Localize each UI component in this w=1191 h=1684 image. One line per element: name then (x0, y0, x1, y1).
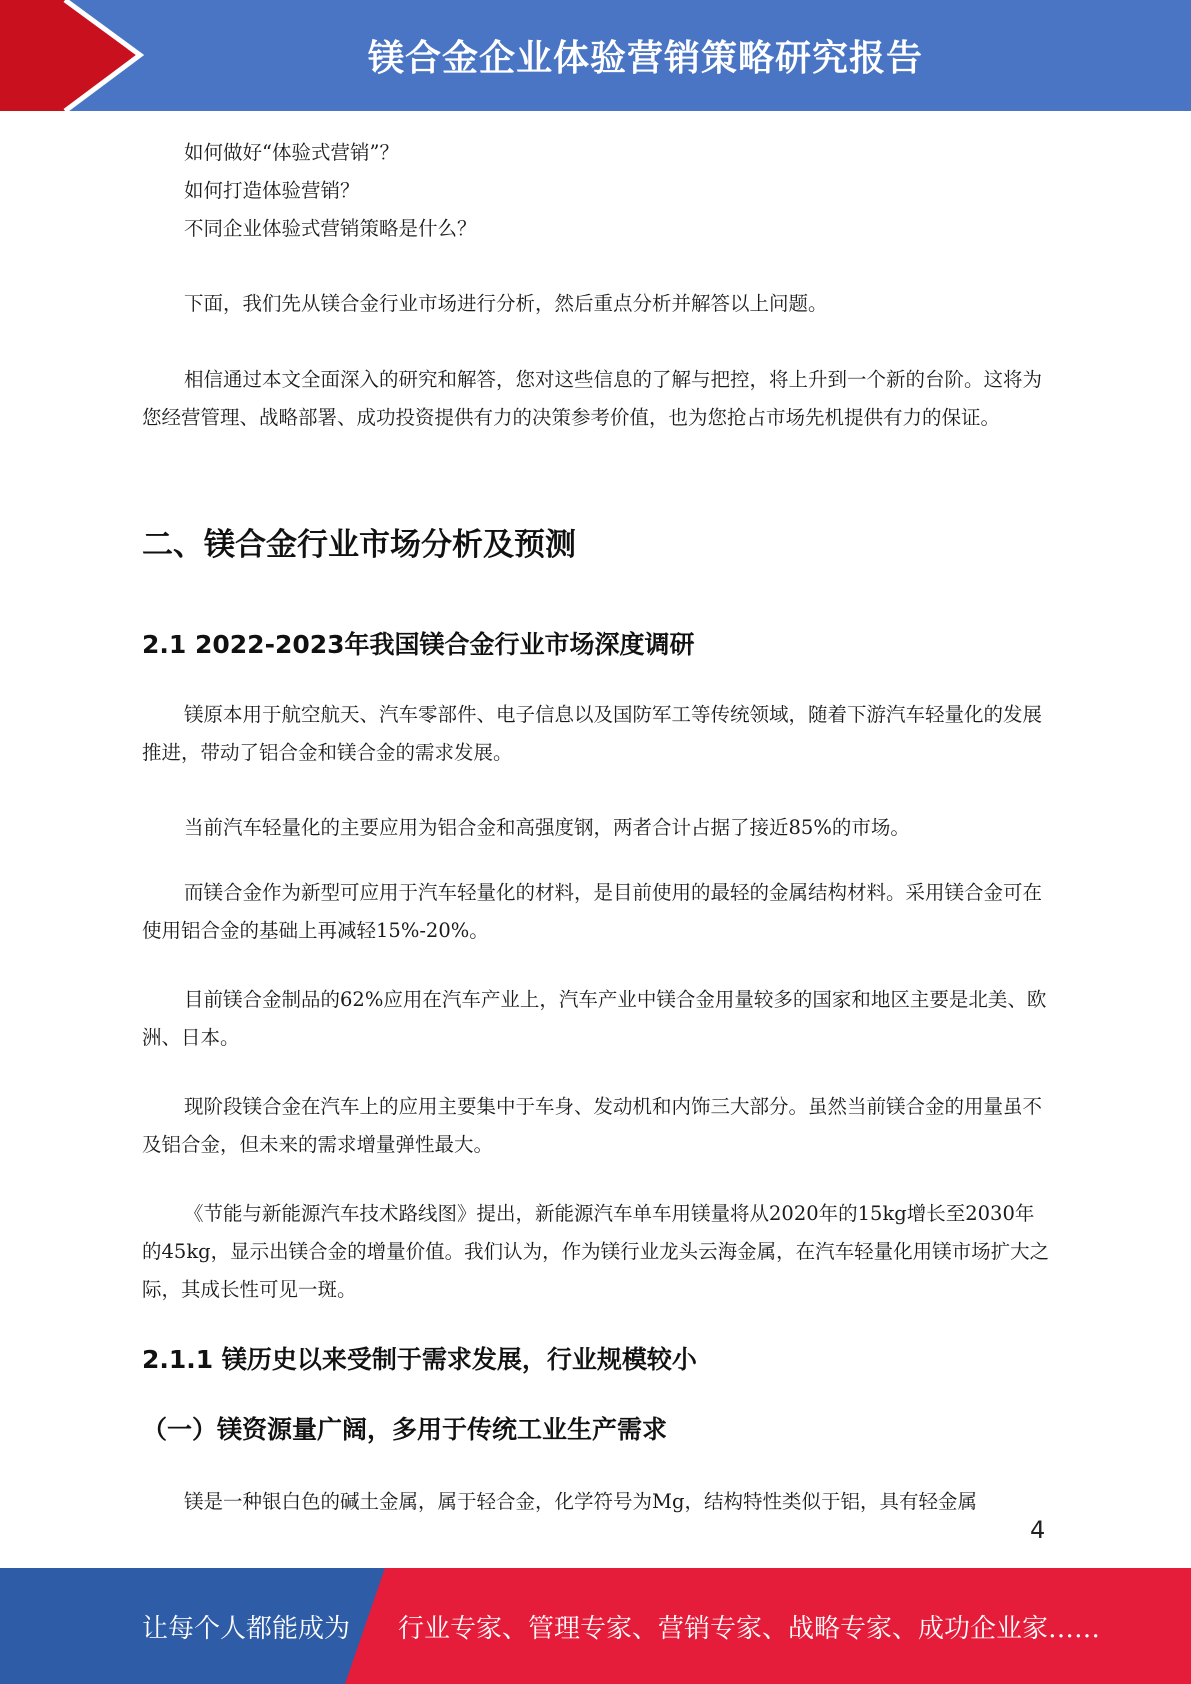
footer-slogan-right: 行业专家、管理专家、营销专家、战略专家、成功企业家…… (398, 1613, 1101, 1644)
paragraph: 《节能与新能源汽车技术路线图》提出，新能源汽车单车用镁量将从2020年的15kg增长至2030年的45kg，显示出镁合金的增量价值。我们认为，作为镁行业龙头云海金属，在汽车轻量化用镁市场扩大之际，其成长性可见一斑。 (142, 1202, 1050, 1301)
paragraph: 相信通过本文全面深入的研究和解答，您对这些信息的了解与把控，将上升到一个新的台阶。这将为您经营管理、战略部署、成功投资提供有力的决策参考价值，也为您抢占市场先机提供有力的保证。 (142, 368, 1043, 429)
paragraph: 镁是一种银白色的碱土金属，属于轻合金，化学符号为Mg，结构特性类似于铝，具有轻金属 (184, 1490, 977, 1513)
subsection-heading: 2.1.1 镁历史以来受制于需求发展，行业规模较小 (142, 1345, 697, 1374)
page-header (0, 0, 1191, 111)
paragraph: 当前汽车轻量化的主要应用为铝合金和高强度钢，两者合计占据了接近85%的市场。 (184, 816, 910, 839)
intro-question: 不同企业体验式营销策略是什么？ (184, 217, 477, 240)
intro-question: 如何做好“体验式营销”？ (184, 141, 399, 164)
page-number: 4 (1030, 1516, 1046, 1544)
paragraph: 镁原本用于航空航天、汽车零部件、电子信息以及国防军工等传统领域，随着下游汽车轻量化的发展推进，带动了铝合金和镁合金的需求发展。 (142, 703, 1043, 764)
report-title: 镁合金企业体验营销策略研究报告 (367, 38, 923, 79)
footer-slogan-left: 让每个人都能成为 (142, 1613, 351, 1644)
intro-question: 如何打造体验营销？ (184, 179, 360, 202)
page-footer (0, 1568, 1191, 1684)
paragraph: 现阶段镁合金在汽车上的应用主要集中于车身、发动机和内饰三大部分。虽然当前镁合金的用量虽不及铝合金，但未来的需求增量弹性最大。 (142, 1095, 1043, 1156)
section-heading: 二、镁合金行业市场分析及预测 (142, 527, 576, 563)
paragraph: 目前镁合金制品的62%应用在汽车产业上，汽车产业中镁合金用量较多的国家和地区主要是北美、欧洲、日本。 (142, 988, 1047, 1049)
subsection-heading: 2.1 2022-2023年我国镁合金行业市场深度调研 (142, 630, 695, 659)
subsection-heading: （一）镁资源量广阔，多用于传统工业生产需求 (142, 1415, 668, 1444)
paragraph: 而镁合金作为新型可应用于汽车轻量化的材料，是目前使用的最轻的金属结构材料。采用镁合金可在使用铝合金的基础上再减轻15%-20%。 (142, 881, 1043, 942)
paragraph: 下面，我们先从镁合金行业市场进行分析，然后重点分析并解答以上问题。 (184, 292, 828, 315)
